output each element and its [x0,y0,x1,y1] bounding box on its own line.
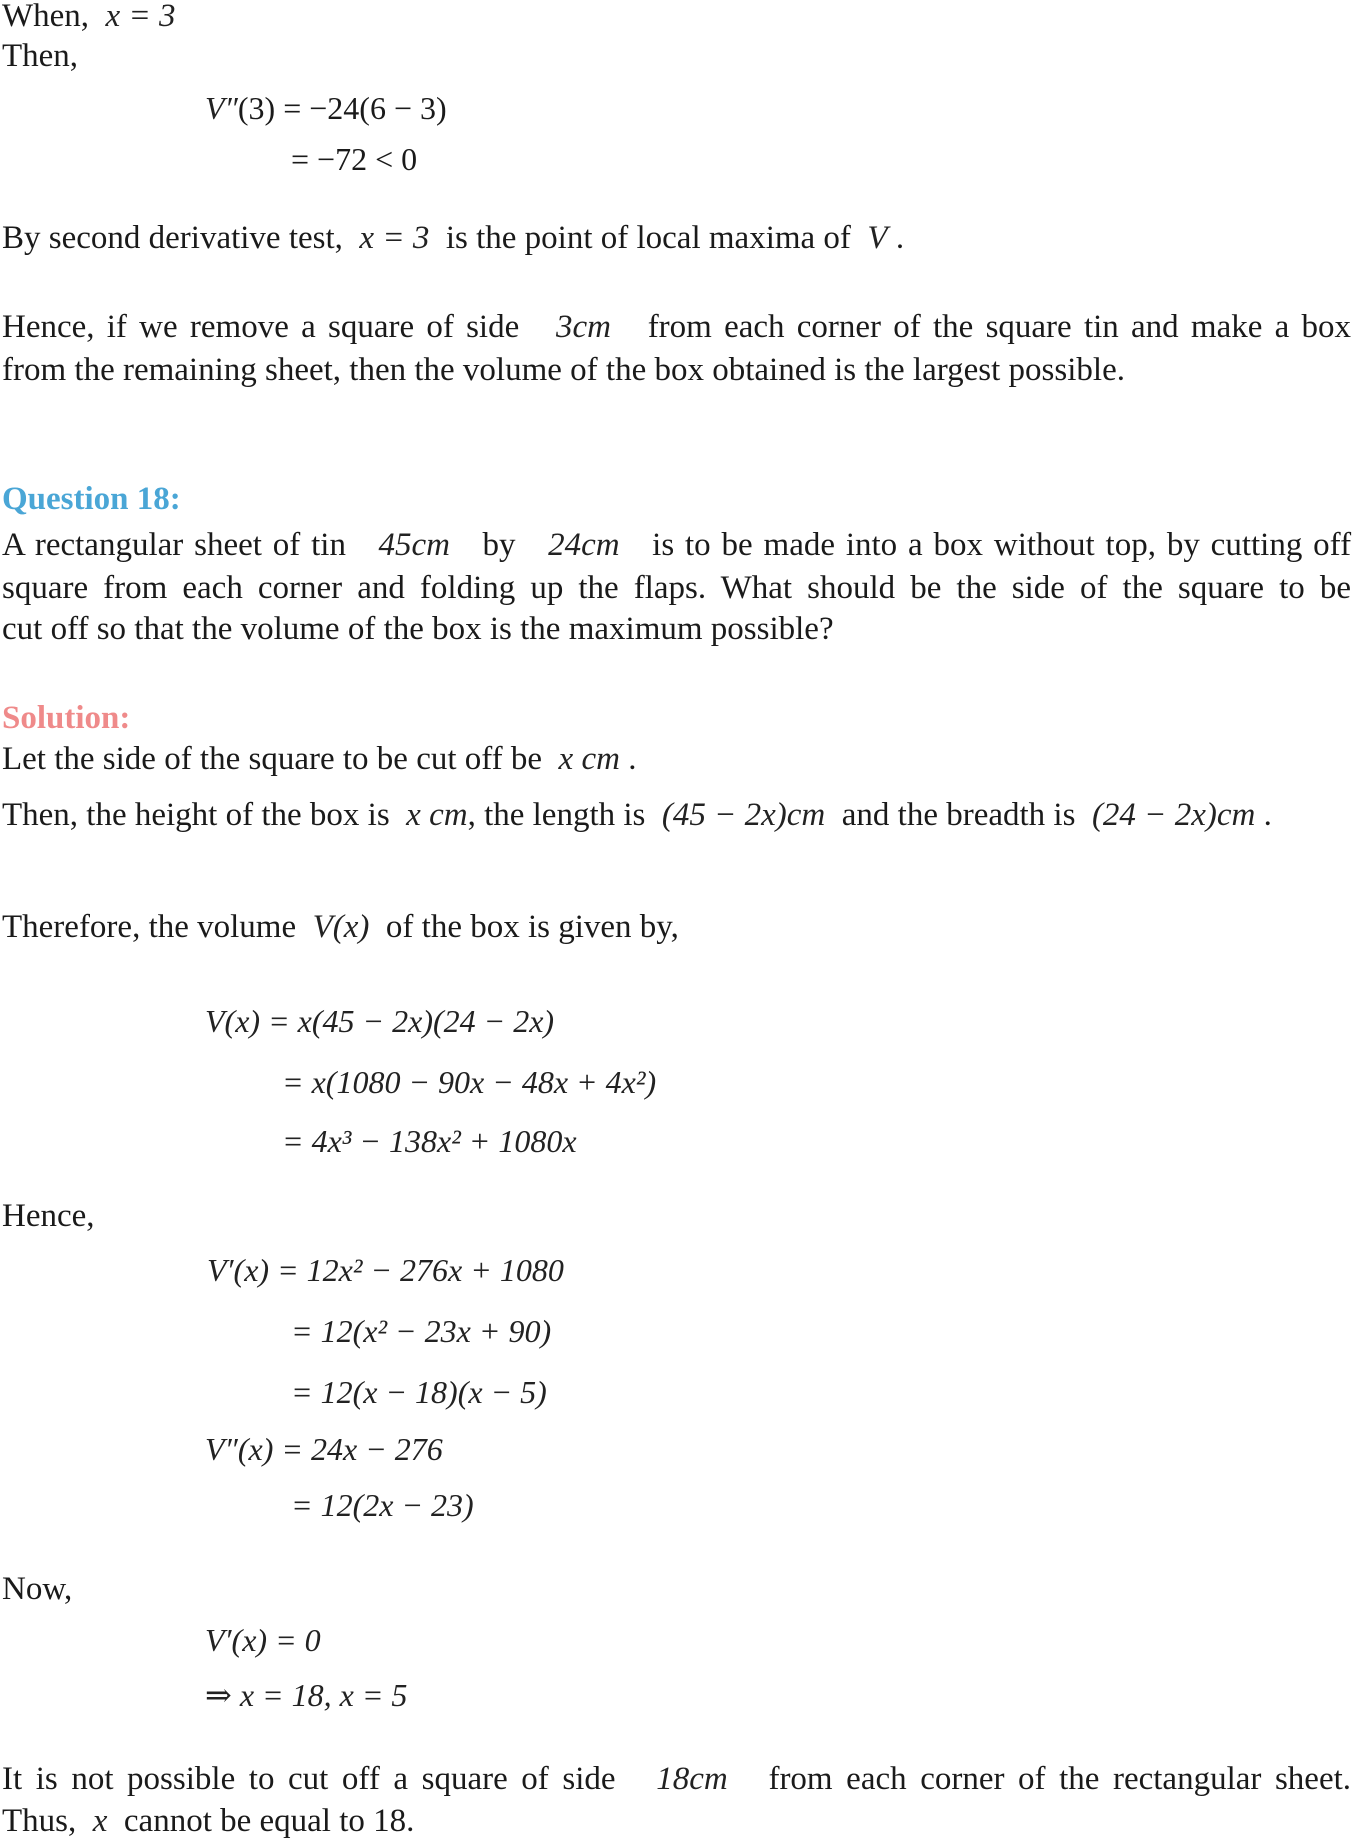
equation-line [291,1485,474,1525]
text-segment: by [460,527,538,563]
math-expression: = x(1080 − 90x − 48x + 4x²) [282,1064,657,1100]
text-segment: . [1255,797,1272,833]
text-segment: is to be made into a box without top, by cutting off [630,527,1352,563]
text-segment: cut off so that the volume of the box is the maximum possible? [2,611,834,647]
text-line [2,0,175,36]
text-segment: It is not possible to cut off a square of side [2,1761,643,1797]
math-expression: = 12(x − 18)(x − 5) [291,1374,547,1410]
text-line [2,525,1351,565]
text-segment: Let the side of the square to be cut off be [2,741,559,777]
text-line [2,1759,1351,1799]
text-line [2,1801,414,1841]
equation-line [205,1620,321,1660]
text-segment: , the length is [467,797,662,833]
text-line [2,609,834,649]
equation-line [205,1429,443,1469]
text-line [2,307,1351,347]
question-heading [2,479,181,519]
text-segment: . [887,220,905,256]
equation-line [291,1372,547,1412]
math-expression: x = 3 [359,220,430,256]
equation-line [291,139,417,179]
text-segment: from the remaining sheet, then the volume of the box obtained is the largest possible. [2,352,1125,388]
math-expression: = 12(2x − 23) [291,1487,474,1523]
equation-line [282,1121,577,1161]
math-expression: 24cm [548,527,620,563]
math-expression: 3cm [555,309,611,345]
equation-line [205,1675,407,1715]
text-segment: Hence, if we remove a square of side [2,309,544,345]
text-line [2,568,1351,608]
text-line [2,795,1272,835]
text-segment: and the breadth is [825,797,1092,833]
math-expression: V″ [205,90,238,126]
math-expression: x [92,1803,108,1839]
text-segment: from each corner of the square tin and make a box [623,309,1352,345]
text-line [2,907,679,947]
text-segment: Therefore, the volume [2,909,313,945]
math-expression: V [867,220,888,256]
text-line [2,1569,72,1609]
equation-line [291,1311,551,1351]
text-segment: from each corner of the rectangular sheet. [741,1761,1352,1797]
text-segment: Solution: [2,700,131,736]
text-segment: Hence, [2,1198,95,1234]
math-expression: V′(x) = 0 [205,1622,321,1658]
math-expression: V′(x) = 12x² − 276x + 1080 [207,1252,564,1288]
text-segment: A rectangular sheet of tin [2,527,368,563]
text-line [2,36,78,76]
text-segment: Question 18: [2,481,181,517]
text-segment: (3) = −24(6 − 3) [237,90,447,126]
math-expression: V(x) [312,909,370,945]
math-expression: x cm [558,741,620,777]
text-segment: . [619,741,637,777]
text-segment: Thus, [2,1803,93,1839]
text-segment: square from each corner and folding up the flaps. What should be the side of the square to be [2,570,1351,606]
math-expression: = 4x³ − 138x² + 1080x [282,1123,577,1159]
equation-line [207,1250,564,1290]
text-segment: of the box is given by, [369,909,679,945]
math-expression: (45 − 2x)cm [661,797,826,833]
text-line [2,350,1125,390]
text-line [2,218,904,258]
math-expression: ⇒ x = 18, x = 5 [205,1677,408,1713]
text-segment: By second derivative test, [2,220,360,256]
math-expression: x = 3 [105,0,176,34]
equation-line [205,88,447,128]
text-segment: is the point of local maxima of [429,220,868,256]
solution-heading [2,698,130,738]
math-expression: 18cm [656,1761,728,1797]
text-segment: When, [2,0,106,34]
text-line [2,739,636,779]
math-expression: 45cm [378,527,450,563]
text-segment: = −72 < 0 [291,141,418,177]
text-line [2,1196,95,1236]
math-expression: V(x) = x(45 − 2x)(24 − 2x) [205,1003,555,1039]
text-segment: cannot be equal to 18. [107,1803,415,1839]
math-expression: x cm [406,797,468,833]
text-segment: Then, [2,38,79,74]
math-expression: V″(x) = 24x − 276 [205,1431,443,1467]
text-segment: Then, the height of the box is [2,797,407,833]
math-expression: = 12(x² − 23x + 90) [291,1313,552,1349]
equation-line [282,1062,656,1102]
equation-line [205,1001,554,1041]
text-segment: Now, [2,1571,73,1607]
math-expression: (24 − 2x)cm [1091,797,1256,833]
